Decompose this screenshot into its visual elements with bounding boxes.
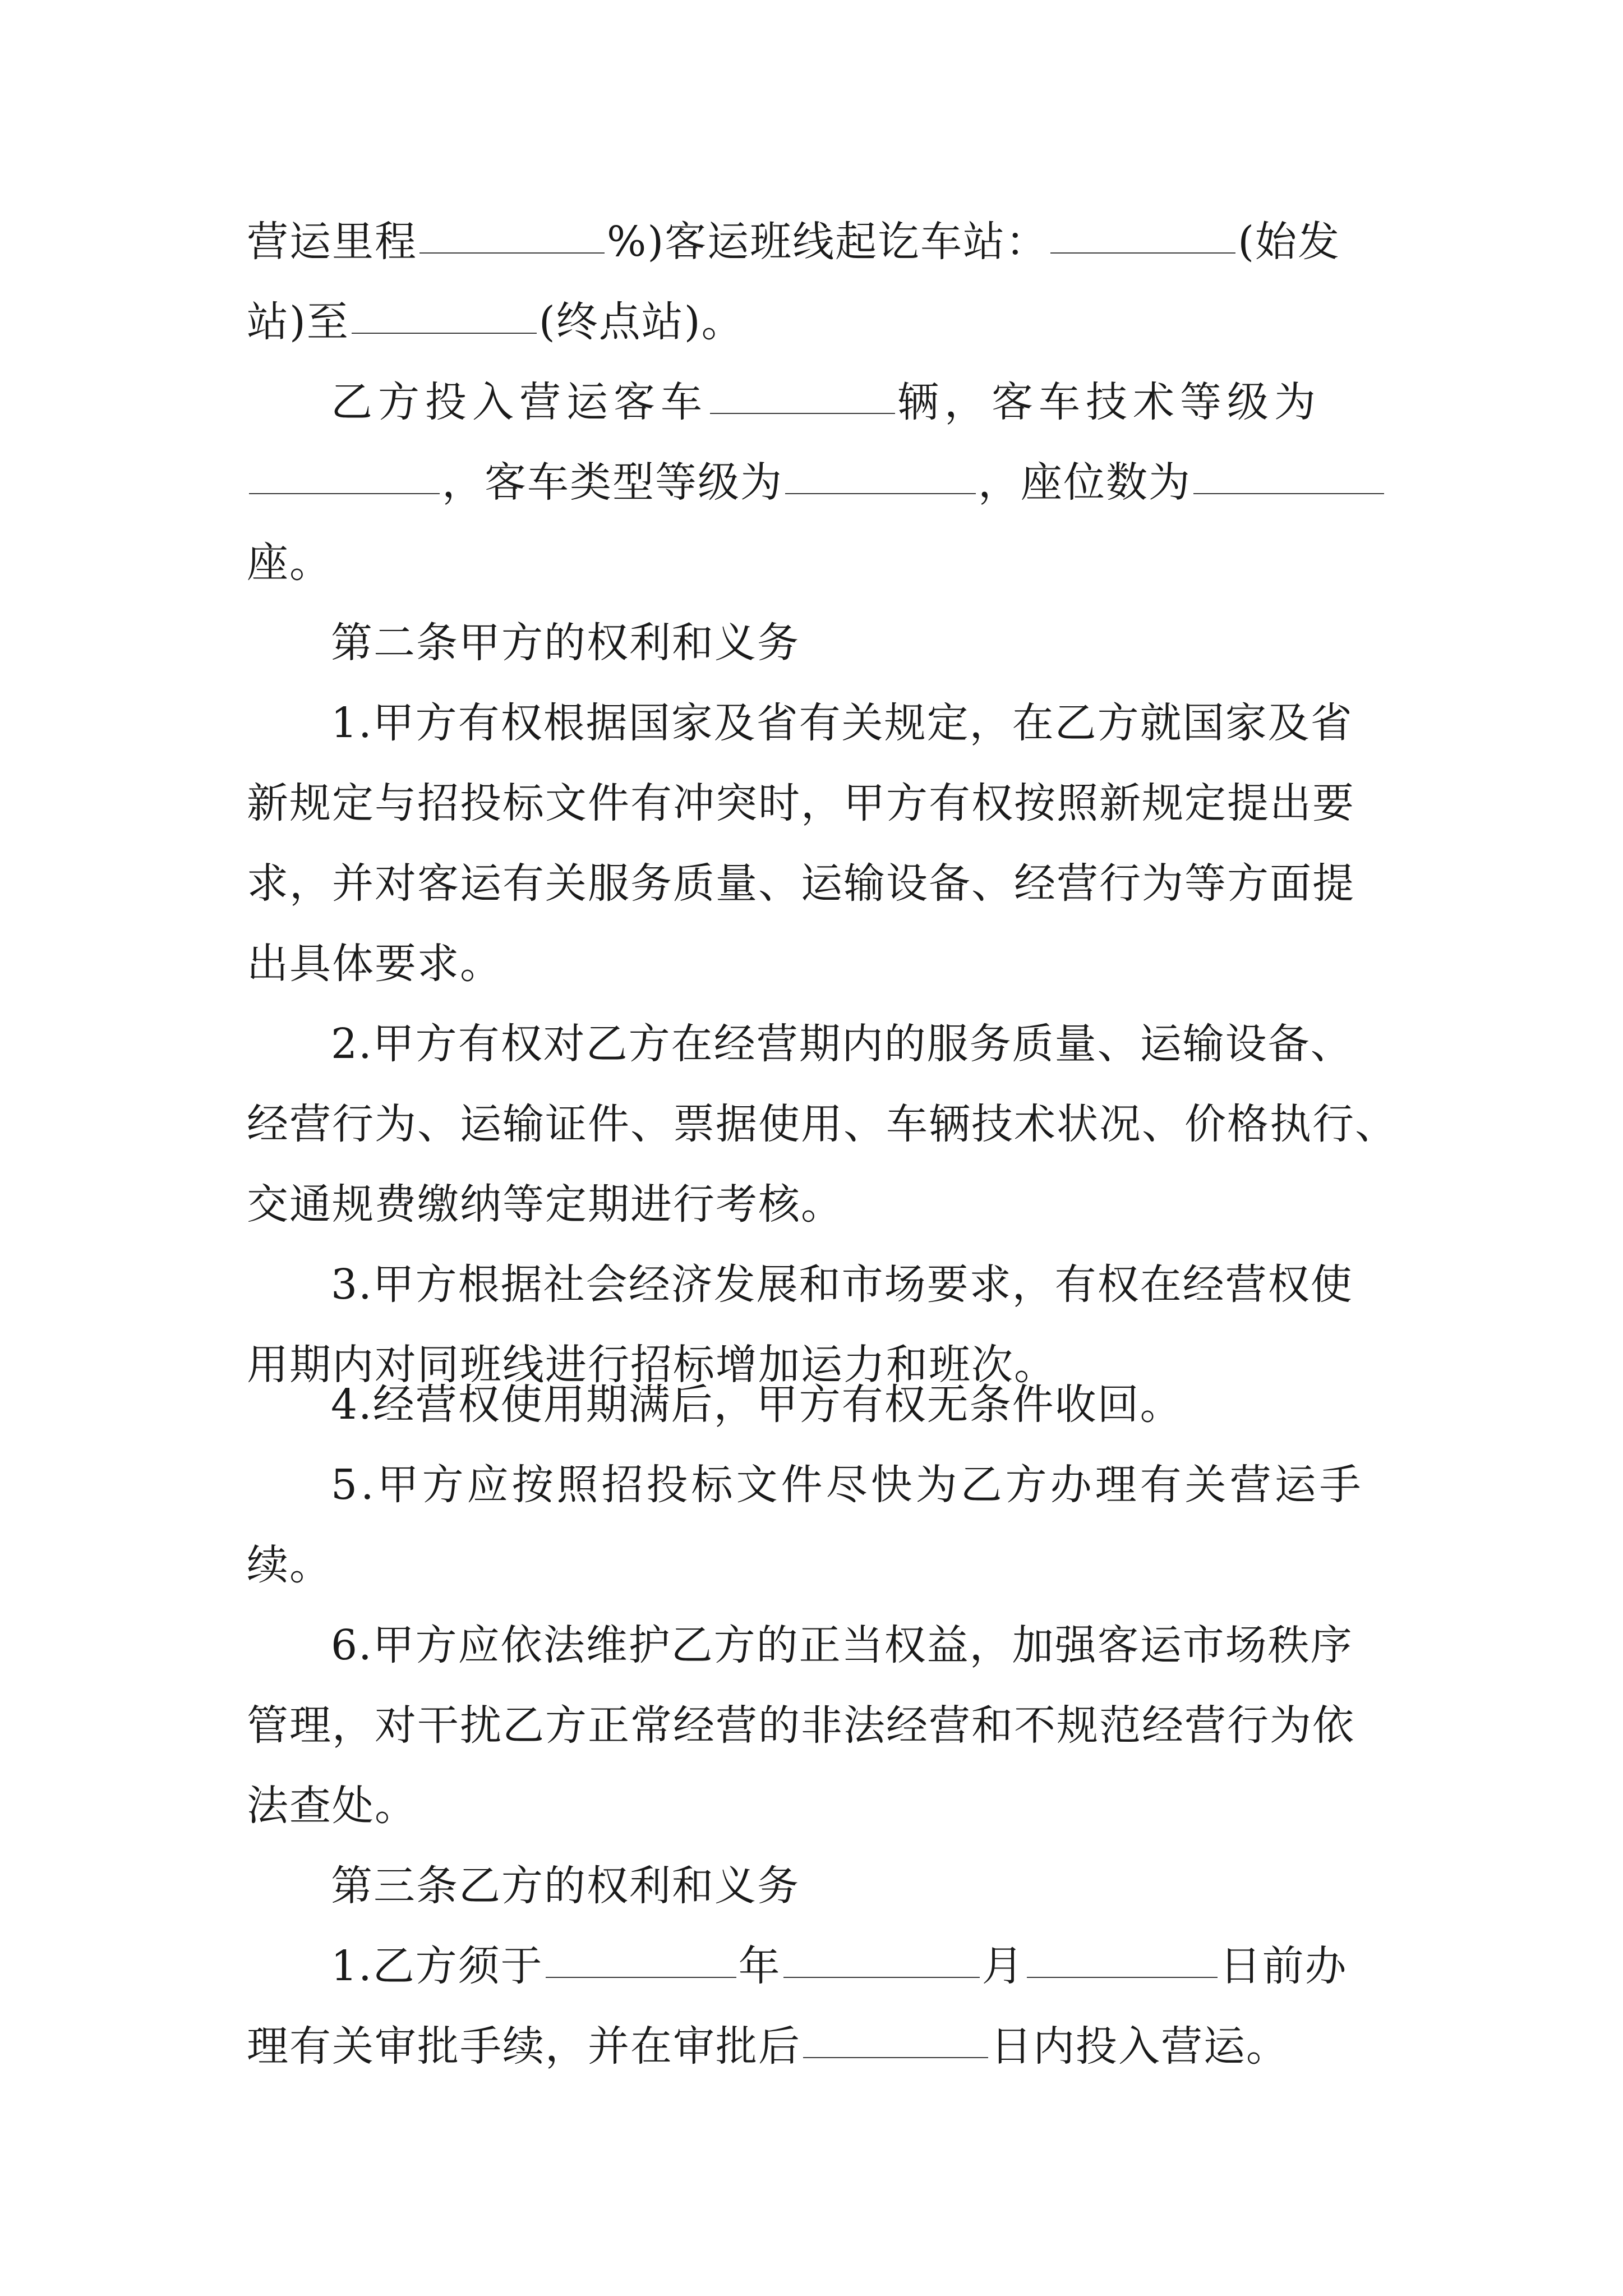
fill-in-blank [546,1976,736,1978]
text-line: 6.甲方应依法维护乙方的正当权益，加强客运市场秩序 [331,1621,1353,1669]
list-item [247,1445,1391,1605]
list-item [247,1004,1398,1245]
text-line [247,2007,1391,2087]
text-segment: 年 [738,1942,781,1990]
text-line [247,443,1391,523]
text-line: 续。 [247,1541,332,1589]
fill-in-blank [710,412,895,414]
text-line [247,202,1391,282]
fill-in-blank [419,252,605,254]
article-2-heading [247,603,1391,683]
text-segment: (始发 [1238,218,1341,266]
text-line: 2.甲方有权对乙方在经营期内的服务质量、运输设备、 [331,1020,1353,1068]
heading-text: 第三条乙方的权利和义务 [331,1862,800,1910]
list-item [247,1605,1391,1846]
text-segment: 日前办 [1219,1942,1348,1990]
text-segment: ，座位数为 [978,458,1191,507]
text-line [247,282,1391,362]
fill-in-blank [785,493,976,494]
text-segment: %)客运班线起讫车站： [607,218,1049,266]
fill-in-blank [352,332,537,334]
text-line [247,362,1391,443]
fill-in-blank [1027,1976,1218,1978]
text-segment: 站)至 [247,298,349,346]
text-segment: 月 [981,1942,1025,1990]
text-line: 经营行为、运输证件、票据使用、车辆技术状况、价格执行、 [247,1100,1398,1148]
text-line: 求，并对客运有关服务质量、运输设备、经营行为等方面提 [247,859,1355,908]
heading-text: 第二条甲方的权利和义务 [331,619,800,667]
text-segment: 辆，客车技术等级为 [897,378,1321,426]
fill-in-blank [249,493,440,494]
text-segment: ，客车类型等级为 [442,458,783,507]
text-line: 新规定与招投标文件有冲突时，甲方有权按照新规定提出要 [247,779,1355,827]
fill-in-blank [803,2056,988,2058]
text-segment: 营运里程 [247,218,417,266]
list-item [247,1365,1391,1445]
text-line: 管理，对干扰乙方正常经营的非法经营和不规范经营行为依 [247,1701,1355,1750]
route-paragraph [247,202,1391,362]
text-line: 4.经营权使用期满后，甲方有权无条件收回。 [331,1381,1183,1429]
text-line: 1.甲方有权根据国家及省有关规定，在乙方就国家及省 [331,699,1353,747]
text-segment: 1.乙方须于 [331,1942,543,1990]
text-line [247,1926,1391,2007]
fill-in-blank [1050,252,1235,254]
list-item [247,1926,1391,2087]
text-line: 法查处。 [247,1782,417,1830]
text-line: 用期内对同班线进行招标增加运力和班次。 [247,1341,1057,1389]
text-segment: 日内投入营运。 [990,2022,1289,2070]
text-segment: 乙方投入营运客车 [331,378,708,426]
text-segment: (终点站)。 [538,298,744,346]
text-line: 座。 [247,539,332,587]
text-line: 交通规费缴纳等定期进行考核。 [247,1180,843,1228]
text-line: 出具体要求。 [247,940,502,988]
vehicle-paragraph [247,362,1391,603]
article-3-heading [247,1846,1391,1926]
text-line: 5.甲方应按照招投标文件尽快为乙方办理有关营运手 [331,1461,1364,1509]
text-segment: 理有关审批手续，并在审批后 [247,2022,801,2070]
fill-in-blank [783,1976,980,1978]
fill-in-blank [1193,493,1384,494]
text-line: 3.甲方根据社会经济发展和市场要求，有权在经营权使 [331,1260,1353,1309]
list-item [247,683,1391,1004]
